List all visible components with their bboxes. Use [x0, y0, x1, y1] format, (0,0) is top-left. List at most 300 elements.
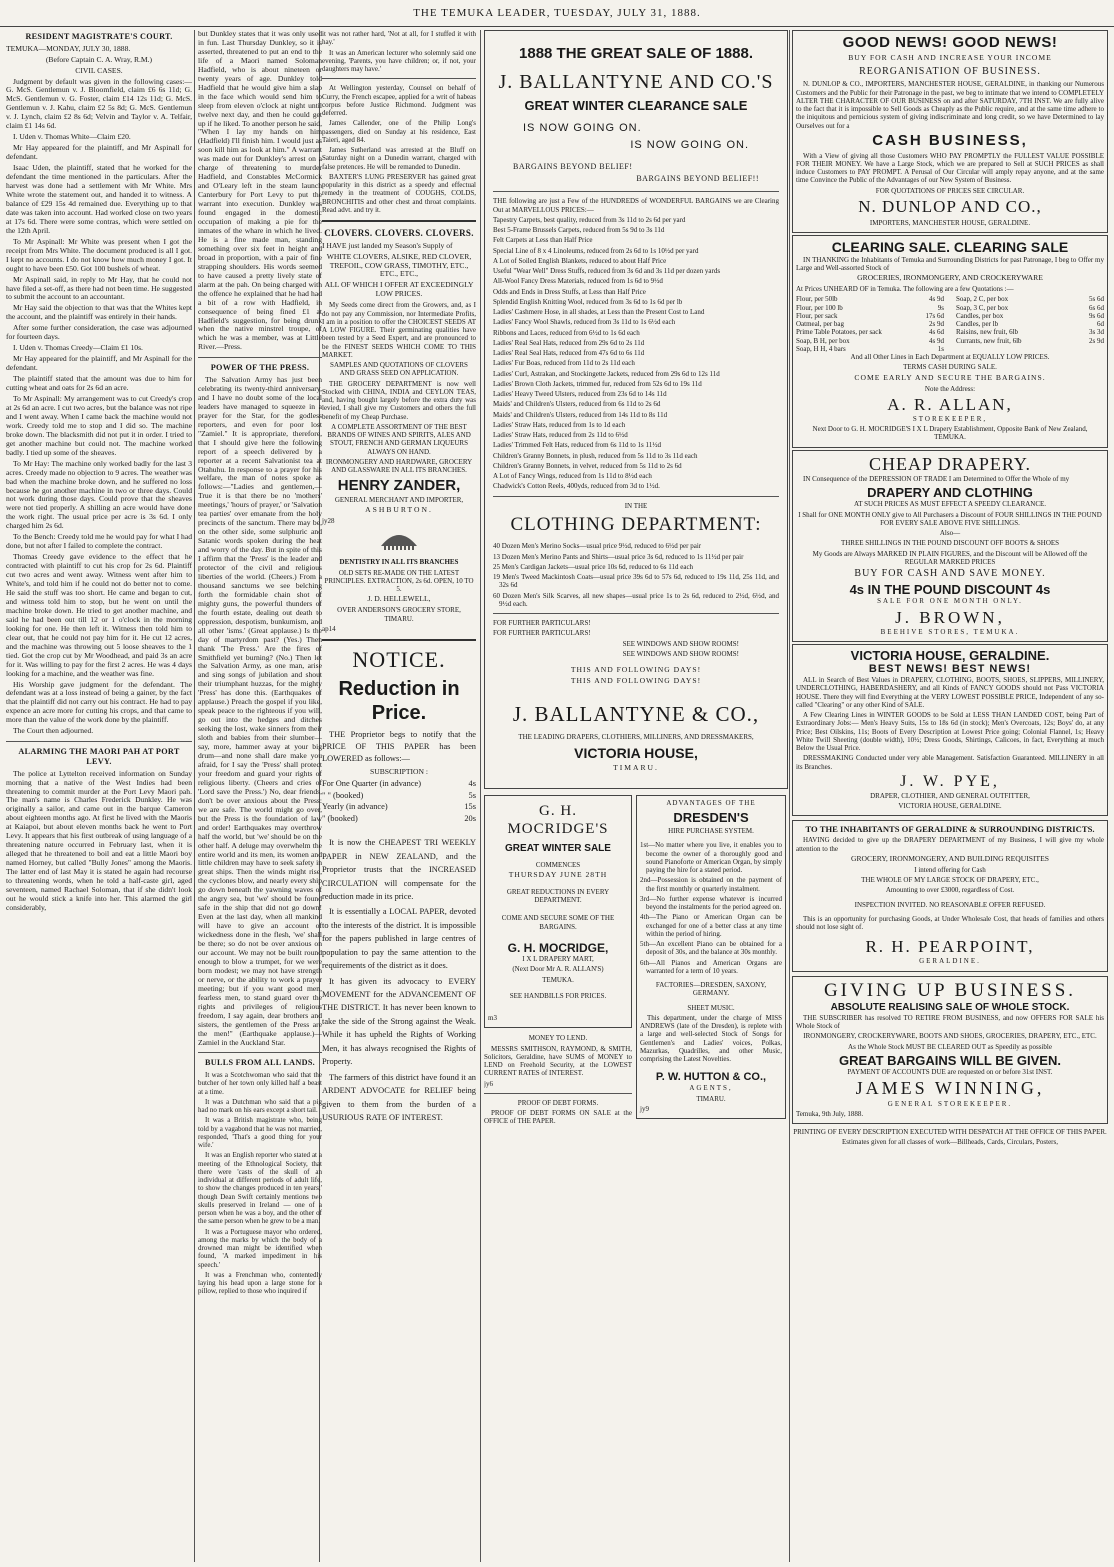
note-address: Note the Address:	[924, 384, 976, 393]
price-item: Soap, 2 C, per box	[956, 295, 1009, 304]
bulls-item: It was a British magistrate who, being told by a vagabond that he was not married, responded, 'That's a good thing for your wife.'	[198, 1116, 322, 1150]
proof-body: PROOF OF DEBT FORMS ON SALE at the OFFICE of THE PAPER.	[484, 1109, 632, 1126]
cash-body: With a View of giving all those Customers WHO PAY PROMPTLY the FULLEST VALUE POSSIBLE FOR THEIR MONEY. We have a Large Stock, which we are prepared to Sell at SUCH PRICES as shall induce Customers to PAY PROMPT. A Perusal of Our Circular will amply repay anyone, and at the same time Convince the Public of the Advantages of our New System of Business.	[796, 151, 1104, 185]
bargains-line: BARGAINS BEYOND BELIEF!	[513, 161, 633, 171]
advocacy-paragraph: It has given its advocacy to EVERY MOVEMENT for the ADVANCEMENT OF THE DISTRICT. It has never been known to take the side of the Strong against the Weak. While it has upheld the Rights of Working Men, it has always recognised the Rights of Property.	[322, 976, 476, 1067]
news-item: At Wellington yesterday, Counsel on behalf of Curry, the French escapee, applied for a writ of habeas corpus before Justice Richmond. Judgment was deferred.	[322, 84, 476, 117]
price-item: Flour, per 50lb	[796, 295, 838, 304]
pearpoint-opportunity: This is an opportunity for purchasing Goods, at Under Wholesale Cost, that heads of families and others should not lose sight of.	[796, 914, 1104, 932]
allan-address: Next Door to G. H. MOCRIDGE'S I X L Drapery Establishment, Opposite Bank of New Zealand, TEMUKA.	[812, 425, 1088, 442]
bargain-item: Ladies' Real Seal Hats, reduced from 47s 6d to 6s 11d	[493, 349, 645, 358]
windows-line: SEE WINDOWS AND SHOW ROOMS!	[622, 639, 739, 648]
storekeeper-line: STOREKEEPER,	[912, 414, 988, 423]
article-paragraph: Judgment by default was given in the following cases:—G. McS. Gentlemun v. J. Bloomfield, claim £6 6s 11d; G. McS. Gentlemun v. G. Foster, claim £14 12s 11d; G. McS. Gentlemun v. J. Kahu, claim £2 5s 8d; G. McS. Gentlemun v. J. Lynch, claim £2 8s 6d; Velvin and Taylor v. A. Telfair, claim £1 14s 6d.	[6, 76, 192, 131]
masthead: THE TEMUKA LEADER, TUESDAY, JULY 31, 1888.	[0, 0, 1114, 27]
pye-address: VICTORIA HOUSE, GERALDINE.	[898, 802, 1002, 811]
article-paragraph: Mr Hay appeared for the plaintiff, and Mr Aspinall for the defendant.	[6, 354, 192, 373]
mocridge-town: TEMUKA.	[542, 975, 574, 984]
bulls-item: It was a Dutchman who said that a pig had no mark on his ears except a short tail.	[198, 1097, 322, 1115]
subscription-label: For One Quarter (in advance)	[322, 778, 422, 788]
bulls-item: It was a Scotchwoman who said that the butcher of her town only killed half a beast at a time.	[198, 1071, 322, 1096]
bargain-item: Chadwick's Cotton Reels, 400yds, reduced from 3d to 1½d.	[493, 482, 660, 491]
pearpoint-ad	[792, 820, 1108, 971]
winning-date: Temuka, 9th July, 1888.	[796, 1109, 864, 1118]
clearing-sale-heading: CLEARING SALE. CLEARING SALE	[831, 239, 1069, 256]
clothing-heading: CLOTHING DEPARTMENT:	[510, 513, 762, 535]
article-paragraph: Thomas Creedy gave evidence to the effect that he contracted with plaintiff to cut his crop for 2s 6d. Plaintiff cut two acres and went away. Witness went after him to White's, and told him if he could not do better not to come. He said the stuff was too short. He came and began to cut, and witness told him to stop, but he went on until the machine broke down. He tried to get another machine, and said he had been out till 12 or 1 o'clock in the morning looking for one. He then left it. Witness then told him to clear out, that he could not pay him for it. He cut 12 acres, and the machine was throwing out 5 loose sheaves to the 1 tied. Got the crop cut by Mr Woodhead, and paid 3s an acre for it. Was willing to pay for the first 2 acres. He was 4 days looking for a machine, and the weather was fine.	[6, 552, 192, 678]
pearpoint-body: HAVING decided to give up the DRAPERY DEPARTMENT of my Business, I will give my whole attention to the	[796, 836, 1104, 853]
bargain-item: Best 5-Frame Brussels Carpets, reduced from 5s 9d to 3s 11d	[493, 226, 665, 235]
price-item: Flour, per 100 lb	[796, 303, 843, 312]
allan-intro: IN THANKING the Inhabitants of Temuka and Surrounding Districts for past Patronage, I beg to Offer my Large and Well-assorted Stock of	[796, 255, 1104, 272]
going-on-line: IS NOW GOING ON.	[523, 121, 642, 134]
price-row	[796, 337, 944, 345]
clovers-intro: I HAVE just landed my Season's Supply of	[322, 240, 453, 250]
news-item: BAXTER'S LUNG PRESERVER has gained great popularity in this district as a speedy and effectual remedy in the treatment of COUGHS, COLDS, BRONCHITIS and other chest and throat complaints. Read advt. and try it.	[322, 172, 476, 214]
dresden-list	[640, 841, 782, 975]
divider	[493, 613, 779, 614]
column-rule	[194, 30, 195, 1562]
pearpoint-intend: I intend offering for Cash	[914, 865, 986, 874]
mocridge-mart: I X L DRAPERY MART,	[522, 955, 594, 963]
price-row	[796, 312, 944, 320]
zander-sub: GENERAL MERCHANT AND IMPORTER,	[334, 496, 464, 505]
mocridge-commences: COMMENCES	[535, 860, 581, 869]
bargain-item: Ladies' Trimmed Felt Hats, reduced from 6s 11d to 1s 11½d	[493, 441, 661, 450]
subscription-price: 20s	[464, 814, 476, 824]
price-item: Candles, per box	[956, 311, 1004, 320]
subscription-price: 5s	[468, 790, 476, 800]
article-paragraph: Mr Hay said the objection to that was that the Whites kept the account, and the plaintiff was entirely in their hands.	[6, 303, 192, 322]
clothing-item: 60 Dozen Men's Silk Scarves, all new shapes—usual price 1s to 2s 6d, reduced to 2½d, 6½d, and 9½d each.	[493, 591, 779, 608]
bargain-item: Tapestry Carpets, best quality, reduced from 3s 11d to 2s 6d per yard	[493, 215, 686, 224]
inhabitants-heading: TO THE INHABITANTS OF GERALDINE & SURROUNDING DISTRICTS.	[805, 824, 1095, 835]
bargain-item: A Lot of Fancy Wings, reduced from 1s 11d to 8½d each	[493, 472, 652, 481]
pye-body: A Few Clearing Lines in WINTER GOODS to be Sold at LESS THAN LANDED COST, being Part of Extraordinary Jobs:— Men's Heavy Suits, 15s to 18s 6d (in stock); Men's Overcoats, 12s; Boys' do, at any Price; Best Oilskins, 11s; Boots of Every Description at Lowest Price going; Colonial Flannel, 1s; Heavy White Twill Sheeting (double width), 10½; Dress Goods, Shirtings, Calicoes, in fact, Everything at much Below the Usual Price.	[796, 711, 1104, 753]
reorganisation-heading: REORGANISATION OF BUSINESS.	[859, 65, 1041, 77]
great-sale-heading: 1888 THE GREAT SALE OF 1888.	[519, 45, 753, 62]
bargain-item: Odds and Ends in Dress Stuffs, at Less than Half Price	[493, 287, 646, 296]
article-paragraph: it was not rather hard, 'Not at all, for I stuffed it with hay.'	[322, 30, 476, 47]
clothing-list	[493, 542, 779, 608]
hutton-name: P. W. HUTTON & CO.,	[655, 1071, 767, 1084]
come-early-line: COME EARLY AND SECURE THE BARGAINS.	[854, 372, 1046, 382]
column-court	[6, 30, 192, 1560]
bargain-item: Ladies' Cashmere Hose, in all shades, at Less than the Present Cost to Land	[493, 308, 705, 317]
cheapest-paragraph: It is now the CHEAPEST TRI WEEKLY PAPER in NEW ZEALAND, and the Proprietor trusts that the INCREASED CIRCULATION will compensate for the reduction made in its price.	[322, 838, 476, 901]
brown-body: AT SUCH PRICES AS MUST EFFECT A SPEEDY CLEARANCE.	[853, 500, 1047, 509]
price-item: Currants, new fruit, 6lb	[956, 336, 1022, 345]
court-date: TEMUKA—MONDAY, JULY 30, 1888.	[6, 43, 131, 53]
price-row	[796, 304, 944, 312]
column-rule	[789, 30, 790, 1562]
subscription-label: " " (booked)	[322, 790, 364, 800]
pearpoint-town: GERALDINE.	[919, 957, 981, 966]
price-item: Oatmeal, per bag	[796, 320, 845, 329]
mocridge-sale: GREAT WINTER SALE	[505, 842, 611, 854]
article-paragraph: The police at Lyttelton received information on Sunday morning that a native of the West Indies had been threatening to commit murder at the Port Levy Maori pah. The man's name is Charles Frederick Dunkley. He was originally a sailor, and came out in the barque Cameron about eighteen months ago. At first he lived with the Maoris at Kaiapoi, but about eleven months back he went to Port Levy. It appears that his first outbreak of using language of a threatening nature occurred in February last, when it is alleged that he threatened to boil and eat a little Maori boy named Horney, but called "Bully Jones" among the Maoris. The latter end of last May it is stated he again had recourse to threatening words, when he told a half-caste girl, aged seventeen, named Rachael Soloman, that if she didn't look out he would stick a knife into her. This alarmed the girl considerably,	[6, 768, 192, 912]
ballantyne-name-footer: J. BALLANTYNE & CO.,	[512, 701, 760, 726]
winning-ad	[792, 976, 1108, 1125]
mocridge-column	[484, 795, 632, 1127]
pearpoint-invite: INSPECTION INVITED. NO REASONABLE OFFER REFUSED.	[854, 900, 1046, 909]
price-value: 4s 6d	[929, 328, 944, 337]
winning-stock: IRONMONGERY, CROCKERYWARE, BOOTS AND SHOES, GROCERIES, DRAPERY, ETC., ETC.	[803, 1032, 1097, 1041]
price-row	[956, 304, 1104, 312]
clothing-item: 13 Dozen Men's Merino Pants and Shirts—usual price 3s 6d, reduced to 1s 11½d per pair	[493, 552, 744, 561]
drapers-line: THE LEADING DRAPERS, CLOTHIERS, MILLINERS, AND DRESSMAKERS,	[518, 732, 754, 741]
pye-body: ALL in Search of Best Values in DRAPERY, CLOTHING, BOOTS, SHOES, SLIPPERS, MILLINERY, UNDERCLOTHING, HABERDASHERY, and all Kinds of FANCY GOODS should not Pass VICTORIA HOUSE. There they will find Everything at the VERY LOWEST POSSIBLE PRICE, Independent of any so-called "Clearing" or any other Kind of SALE.	[796, 676, 1104, 709]
price-column	[956, 295, 1104, 353]
reduction-heading: Reduction in Price.	[338, 678, 460, 725]
bargain-item: Ladies' Fur Boas, reduced from 11d to 2s 11d each	[493, 359, 635, 368]
dunlop-sub: IMPORTERS, MANCHESTER HOUSE, GERALDINE.	[869, 218, 1031, 227]
victoria-house: VICTORIA HOUSE,	[574, 745, 698, 761]
also-line: Also—	[939, 529, 961, 538]
column-notices	[322, 30, 476, 1560]
bulls-heading: BULLS FROM ALL LANDS.	[204, 1058, 316, 1068]
article-paragraph: Isaac Uden, the plaintiff, stated that he worked for the defendant the time mentioned in the particulars. After the harvest was done had a settlement with Mr White. Mrs White wrote the statement out, and handed it to witness. A balance of £29 15s 4d remained due. Everything up to that date was taken into account. Had worked close on two years at 17s 6d. There were some contras, which were settled on the 12th April.	[6, 163, 192, 235]
bargain-item: A Lot of Soiled English Blankets, reduced to about Half Price	[493, 256, 667, 265]
price-value: 5s 6d	[1089, 295, 1104, 304]
court-heading: RESIDENT MAGISTRATE'S COURT.	[25, 32, 173, 41]
bargain-item: Ladies' Straw Hats, reduced from 1s to 1d each	[493, 420, 626, 429]
timaru-town: TIMARU.	[613, 762, 659, 772]
money-heading: MONEY TO LEND.	[528, 1034, 588, 1043]
divider	[198, 1052, 322, 1053]
quotations-line: FOR QUOTATIONS OF PRICES SEE CIRCULAR.	[875, 186, 1025, 195]
price-value: 2s 9d	[1089, 336, 1104, 345]
subscription-table	[322, 779, 476, 825]
price-value: 3s 3d	[1089, 328, 1104, 337]
dresden-column	[636, 795, 786, 1127]
dresden-item: 3rd—No further expense whatever is incurred beyond the instalments for the period agreed on.	[640, 894, 782, 912]
issue-code: jy9	[640, 1104, 649, 1113]
article-paragraph: To Mr Aspinall: My arrangement was to cut Creedy's crop at 2s 6d an acre. I cut two acres, but the balance was not ripe and I went away. When I came back the machine would not work. Creedy told me to stop and I did so. The machine broke down. The blacksmith did not put it in order. I tried to get another machine but could not. The machine worked badly. I tied up some of the sheaves.	[6, 393, 192, 457]
dresden-title: DRESDEN'S	[673, 809, 749, 825]
bulls-item: It was a Frenchman who, contentedly laying his head upon a large stone for a pillow, replied to those who inquired if	[198, 1270, 322, 1296]
brown-body: I Shall for ONE MONTH ONLY give to All Purchasers a Discount of FOUR SHILLINGS IN THE POUND FOR EVERY SALE ABOVE FIVE SHILLINGS.	[798, 510, 1102, 527]
farmers-paragraph: The farmers of this district have found it an ARDENT ADVOCATE for RELIEF being given to them from the burden of a USURIOUS RATE OF INTEREST.	[322, 1072, 476, 1122]
following-intro: THE following are just a Few of the HUNDREDS of WONDERFUL BARGAINS we are Clearing Out at MARVELLOUS PRICES:—	[493, 197, 779, 214]
bargain-item: Ladies' Heavy Tweed Ulsters, reduced from 23s 6d to 14s 11d	[493, 390, 667, 399]
power-heading: POWER OF THE PRESS.	[210, 363, 310, 373]
bargain-item: Children's Granny Bonnets, in velvet, reduced from 5s 11d to 2s 6d	[493, 461, 682, 470]
issue-code: ap14	[322, 624, 336, 633]
bargain-item: Children's Granny Bonnets, in plush, reduced from 5s 11d to 3s 11d each	[493, 451, 698, 460]
in-the: IN THE	[624, 501, 648, 510]
subscription-row	[322, 814, 476, 824]
subscription-label: " (booked)	[322, 814, 358, 824]
price-row	[796, 345, 944, 353]
issue-code: jy28	[322, 517, 335, 526]
bargain-item: Special Line of 8 x 4 Linoleums, reduced from 2s 6d to 1s 10½d per yard	[493, 246, 699, 255]
price-row	[956, 295, 1104, 303]
best-news-heading: BEST NEWS! BEST NEWS!	[868, 663, 1032, 676]
ironmongery-line: IRONMONGERY AND HARDWARE, GROCERY AND GLASSWARE IN ALL ITS BRANCHES.	[325, 457, 473, 475]
further-line: FOR FURTHER PARTICULARS!	[493, 619, 591, 628]
brown-body: My Goods are Always MARKED IN PLAIN FIGURES, and the Discount will be Allowed off the REGULAR MARKED PRICES	[812, 549, 1088, 566]
bargains-line: BARGAINS BEYOND BELIEF!!	[636, 173, 759, 183]
mocridge-date: THURSDAY JUNE 28TH	[508, 869, 608, 879]
clothing-item: 25 Men's Cardigan Jackets—usual price 10s 6d, reduced to 6s 11d each	[493, 562, 694, 571]
alarm-heading: ALARMING THE MAORI PAH AT PORT LEVY.	[18, 747, 180, 766]
price-value: 9s 6d	[1089, 311, 1104, 320]
drapery-clothing-heading: DRAPERY AND CLOTHING	[867, 485, 1033, 501]
dunlop-name: N. DUNLOP AND CO.,	[858, 196, 1042, 216]
column-ballantyne	[484, 30, 788, 1560]
price-row	[796, 320, 944, 328]
mocridge-come: COME AND SECURE SOME OF THE BARGAINS.	[501, 914, 615, 931]
bargain-item: Ladies' Fancy Wool Shawls, reduced from 3s 11d to 1s 6½d each	[493, 318, 676, 327]
article-paragraph: His Worship gave judgment for the defendant. The defendant was at a loss instead of being a gainer, by the fact that the plaintiff did not carry out his contract. He had to pay expence an acre more for cutting his crops, and that came to more than the value of the work done by the plaintiff.	[6, 679, 192, 725]
divider	[493, 191, 779, 192]
winning-name: JAMES WINNING,	[855, 1078, 1045, 1099]
mocridge-ad	[484, 795, 632, 1028]
mocridge-title: G. H. MOCRIDGE'S	[507, 803, 609, 838]
ballantyne-ad	[484, 30, 788, 789]
divider	[322, 78, 476, 79]
allan-name: A. R. ALLAN,	[887, 394, 1013, 414]
estimates-line: Estimates given for all classes of work—Billheads, Cards, Circulars, Posters,	[842, 1138, 1058, 1147]
buy-cash-save: BUY FOR CASH AND SAVE MONEY.	[854, 568, 1046, 580]
price-value: 4s 9d	[929, 295, 944, 304]
price-item: Raisins, new fruit, 6lb	[956, 328, 1019, 337]
divider	[484, 1093, 632, 1094]
general-storekeeper: GENERAL STOREKEEPER.	[887, 1099, 1013, 1108]
court-before: (Before Captain C. A. Wray, R.M.)	[45, 54, 153, 64]
price-row	[796, 328, 944, 336]
winning-cleared: As the Whole Stock MUST BE CLEARED OUT as Speedily as possible	[848, 1042, 1052, 1051]
days-line: THIS AND FOLLOWING DAYS!	[570, 665, 702, 675]
article-paragraph: The Salvation Army has just been celebrating its twenty-third anniversary, and I have no doubt some of the local leaders have managed to squeeze in a prayer for the Star, for the godless reporters, and even for poor lost "Zamiel." It is appropriate, therefore, that I should give here the following report of a speech delivered by a reporter at a recent Salvationist tea at Otahuhu. In response to a prayer for his welfare, the man of notes spoke as follows:—"Ladies and gentlemen,—True it is that there be no 'mothers' meetings,' 'hours of prayer,' or 'Salvation tea parties' over emanate from the holy precincts of the sanctum. There may be, on the other side, some sulphuric and Satanic words spoken during the heat and worry of the day. But in spite of this I affirm that the 'Press' is the leader and protector of the civil and religious liberties of the world. (Cheers.) From a thousand sanctums we see belching forth the formidable chain shot of mighty guns, the powerful thunders of the fourth estate, dealing out death to oppression, despotism, bunkumism, and all other 'isms.' (Great applause.) Is the day of martyrdom past? (Yes.) Then thank 'The Press.' Are the fires of Smithfield yet burning? (No.) Then let the Salvation Army, as one man, arise and sing songs of jubilation and shout their triumphant huzzas, for the mighty 'Press' has done this. (Earthquakes of applause.) Preach the gospel if you like, speak peace to the righteous if you will, go out into the hedges and ditches seeking the lost, wake sinners from their sloth and babies from their slumber—say, more, hammer away at your big drum—and none shall dare make you afraid, for I say the 'Press' shall protect your freedom and guard your rights of religious liberty. (Cheers and cries of 'Lord save the Press.') No, dear friends, don't be over anxious about the Press: we are safe. The world might go over, but the Press is the foundation of law and order! Earthquakes may overthrow half the world, but 'we' should be on the other half. A deluge may overwhelm the entire world and its men, its women and little children may have to seek safety in great ships. Then the winds might rise, the cyclones blow, and nearly every ship go down beneath the yawning waves of the angry sea, but 'we' should be found safe in the ship that did not go down! Even at the last day, when all mankind will have to give an account of wickedness done in the flesh, 'we' shall be there; so do not be over anxious on our account. We may not be built round enough to blow a trumpet, for we were born modest; we may not have strength or nerve, or the ability to work a prayer meeting; but if you want good men, fearless men, to stand guard over the rights and privileges of religious freedom, I say again, dear brothers and sisters, the gentlemen of the Press are the men!" (Earthquake applause.)—Zamiel in the Auckland Star.	[198, 374, 322, 1047]
denture-illustration	[322, 528, 476, 555]
price-item: Soap, 3 C, per box	[956, 303, 1009, 312]
windows-line: SEE WINDOWS AND SHOW ROOMS!	[622, 649, 739, 658]
sheet-music-heading: SHEET MUSIC.	[687, 1003, 735, 1012]
news-item: James Sutherland was arrested at the Bluff on Saturday night on a Dunedin warrant, charged with false pretences. He will be remanded to Dunedin.	[322, 146, 476, 171]
bargain-item: Ladies' Curl, Astrakan, and Stockingette Jackets, reduced from 29s 6d to 12s 11d	[493, 369, 720, 378]
pye-ad	[792, 644, 1108, 816]
wines-paragraph: A COMPLETE ASSORTMENT OF THE BEST BRANDS OF WINES AND SPIRITS, ALES AND STOUT, FRENCH AND GERMAN LIQUEURS ALWAYS ON HAND.	[327, 422, 471, 456]
denture-icon	[379, 528, 419, 552]
prices-note: At Prices UNHEARD OF in Temuka. The following are a few Quotations :—	[796, 285, 1014, 294]
column-press	[198, 30, 322, 1560]
article-paragraph: To the Bench: Creedy told me he would pay for what I had done, but not after I failed to complete the contract.	[6, 532, 192, 551]
article-paragraph: but Dunkley states that it was only used in fun. Last Thursday Dunkley, so it is asserted, threatened to put an end to the life of a Maori named Soloman Hadfield, who is about nineteen or twenty years of age. Dunkley told Hadfield that he would give him a slap in the face which would send him to sleep from eleven o'clock at night until twelve next day, and then he could get up if he liked. To another person he said, "When I lay my hands on him (Hadfield) I'll finish him. I would just as soon kill him as look at him." A warrant was made out for Dunkley's arrest on a charge of threatening to murder Hadfield, and Constables McCormick and O'Leary left in the steam launch Canterbury for Port Levy to put the warrant into execution. Dunkley was found engaged in the domestic occupation of making a pie for the inmates of the whare in which he lived. He is a fine made man, standing something over six feet in height and broad in proportion, with a pair of fine strapping shoulders. His words seemed to have caused a pretty lively state of alarm at the pah. On being charged with the offence he explained that he had had a bit of a row with Hadfield, in consequence of being fined £1 at Hadfield's suggestion, for being drunk when the native minstrel troupe, of which he was a member, was at Little River.—Press.	[198, 30, 322, 352]
subscription-heading: SUBSCRIPTION :	[369, 766, 429, 776]
price-value: 17s 6d	[925, 311, 944, 320]
days-line: THIS AND FOLLOWING DAYS!	[570, 676, 702, 686]
printing-notice: PRINTING OF EVERY DESCRIPTION EXECUTED WITH DESPATCH AT THE OFFICE OF THIS PAPER.	[793, 1128, 1107, 1137]
price-item: Flour, per sack	[796, 311, 838, 320]
bargain-list	[493, 216, 779, 491]
hellewell-address: OVER ANDERSON'S GROCERY STORE, TIMARU.	[337, 606, 461, 623]
pearpoint-amount: Amounting to over £3000, regardless of Cost.	[885, 886, 1015, 895]
price-row	[956, 312, 1104, 320]
article-paragraph: The Court then adjourned.	[13, 726, 94, 736]
dresden-item: 1st—No matter where you live, it enables you to become the owner of a thoroughly good and sound Pianoforte or American Organ, by simply paying the hire for a stated period.	[640, 841, 782, 875]
price-item: Soap, B H, per box	[796, 336, 850, 345]
bargain-item: Ladies' Brown Cloth Jackets, trimmed fur, reduced from 52s 6d to 19s 11d	[493, 379, 702, 388]
dresden-item: 6th—All Pianos and American Organs are warranted for a term of 10 years.	[640, 958, 782, 975]
bargain-item: Ladies' Real Seal Hats, reduced from 29s 6d to 2s 11d	[493, 338, 645, 347]
bargain-item: Splendid English Knitting Wool, reduced from 3s 6d to 1s 6d per lb	[493, 297, 683, 306]
proprietor-notice: THE Proprietor begs to notify that the PRICE OF THIS PAPER has been LOWERED as follows:—	[322, 730, 476, 764]
bargain-item: Maids' and Children's Ulsters, reduced from 14s 11d to 8s 11d	[493, 410, 668, 419]
other-lines: And all Other Lines in Each Department at EQUALLY LOW PRICES.	[850, 353, 1050, 362]
price-value: 1s	[937, 344, 944, 353]
dresden-item: 2nd—Possession is obtained on the payment of the first monthly or quarterly instalment.	[640, 876, 782, 893]
price-row	[956, 320, 1104, 328]
article-paragraph: Mr Aspinall said, in reply to Mr Hay, that he could not have filed a set-off, as there had not been time. He suggested to submit the account to an accountant.	[6, 274, 192, 302]
good-news-heading: GOOD NEWS! GOOD NEWS!	[842, 34, 1058, 51]
news-item: James Callender, one of the Philip Long's passengers, died on Sunday at his residence, East Taieri, aged 84.	[322, 119, 476, 144]
payment-line: PAYMENT OF ACCOUNTS DUE are requested on or before 31st INST.	[847, 1068, 1053, 1077]
hutton-agents: AGENTS,	[689, 1084, 733, 1093]
hellewell-name: J. D. HELLEWELL,	[367, 594, 431, 604]
mocridge-next: (Next Door Mr A. R. ALLAN'S)	[512, 965, 604, 974]
brown-ad	[792, 450, 1108, 642]
dresden-item: 5th—An excellent Piano can be obtained for a deposit of 30s, and the balance at 30s monthly.	[640, 940, 782, 957]
price-item: Prime Table Potatoes, per sack	[796, 328, 882, 337]
divider	[198, 357, 322, 358]
dentistry-heading: DENTISTRY IN ALL ITS BRANCHES	[339, 558, 459, 567]
price-row	[956, 337, 1104, 345]
article-paragraph: After some further consideration, the case was adjourned for fourteen days.	[6, 323, 192, 342]
issue-code: jy6	[484, 1079, 493, 1088]
pye-sub: DRAPER, CLOTHIER, AND GENERAL OUTFITTER,	[870, 791, 1030, 800]
price-row	[956, 328, 1104, 336]
column-rule	[480, 30, 481, 1562]
divider	[493, 496, 779, 497]
hutton-town: TIMARU.	[696, 1094, 726, 1103]
column-advertisements	[792, 30, 1108, 1560]
cash-business-heading: CASH BUSINESS,	[872, 131, 1028, 149]
clovers-heading: CLOVERS. CLOVERS. CLOVERS.	[324, 228, 474, 238]
bargain-item: Maids' and Children's Ulsters, reduced from 6s 11d to 2s 6d	[493, 400, 661, 409]
subscription-label: Yearly (in advance)	[322, 802, 388, 812]
pearpoint-name: R. H. PEARPOINT,	[865, 937, 1035, 957]
clearance-heading: GREAT WINTER CLEARANCE SALE	[524, 98, 748, 114]
price-row	[796, 295, 944, 303]
winning-body: THE SUBSCRIBER has resolved TO RETIRE FROM BUSINESS, and now OFFERS FOR SALE his Whole Stock of	[796, 1013, 1104, 1031]
absolute-heading: ABSOLUTE REALISING SALE OF WHOLE STOCK.	[830, 1002, 1070, 1014]
subscription-price: 15s	[464, 802, 476, 812]
samples-line: SAMPLES AND QUOTATIONS OF CLOVERS AND GRASS SEED ON APPLICATION.	[330, 361, 468, 378]
price-column	[796, 295, 944, 353]
pye-body: DRESSMAKING Conducted under very able Management. Satisfaction Guaranteed. MILLINERY in all its Branches.	[796, 754, 1104, 771]
divider	[322, 639, 476, 641]
bulls-item: It was an English reporter who stated at a meeting of the Ethnological Society, that there were 'casts of the skull of an individual at different periods of adult life, to show the changes produced in ten years;' though Dean Swift certainly mentions two skulls preserved in Ireland — one of a person when he was a boy, and the other of the same person when he grew to be a man.	[198, 1151, 322, 1226]
seeds-paragraph: My Seeds come direct from the Growers, and, as I do not pay any Commission, nor Intermediate Profits, I am in a position to offer the CHOICEST SEEDS AT A LOW FIGURE. Their germinating qualities have been tested by a Seed Expert, and are pronounced to be the FINEST SEEDS WHICH COME TO THIS MARKET.	[322, 301, 476, 359]
money-body: MESSRS SMITHSON, RAYMOND, & SMITH, Solicitors, Geraldine, have SUMS of MONEY to LEND on Freehold Security, at the LOWEST CURRENT RATES of INTEREST.	[484, 1044, 632, 1078]
article-paragraph: I. Uden v. Thomas White—Claim £20.	[13, 132, 131, 142]
pearpoint-stock: THE WHOLE OF MY LARGE STOCK OF DRAPERY, ETC.,	[861, 876, 1039, 885]
going-on-line: IS NOW GOING ON.	[630, 138, 749, 151]
zander-town: ASHBURTON.	[365, 505, 433, 515]
zander-name: HENRY ZANDER,	[337, 477, 461, 495]
beehive-line: BEEHIVE STORES, TEMUKA.	[880, 627, 1020, 636]
ballantyne-name: J. BALLANTYNE AND CO.'S	[498, 70, 774, 93]
article-paragraph: The plaintiff stated that the amount was due to him for cutting wheat and oats for 2s 6d an acre.	[6, 374, 192, 393]
price-value: 9s	[937, 303, 944, 312]
dentistry-body: OLD SETS RE-MADE ON THE LATEST PRINCIPLES. EXTRACTION, 2s 6d. OPEN, 10 TO 5.	[324, 568, 474, 594]
lower-ads	[484, 795, 788, 1127]
brown-name: J. BROWN,	[895, 607, 1005, 627]
buy-cash-line: BUY FOR CASH AND INCREASE YOUR INCOME	[848, 52, 1052, 62]
brown-intro: IN Consequence of the DEPRESSION OF TRADE I am Determined to Offer the Whole of my	[803, 474, 1070, 483]
civil-cases-heading: CIVIL CASES.	[75, 65, 123, 75]
mocridge-name: G. H. MOCRIDGE,	[507, 940, 609, 955]
clovers-list: WHITE CLOVERS, ALSIKE, RED CLOVER, TREFOIL, COW GRASS, TIMOTHY, ETC., ETC., ETC.,	[326, 251, 472, 279]
dresden-item: 4th—The Piano or American Organ can be exchanged for one of a better class at any time within the period of hiring.	[640, 913, 782, 938]
subscription-row	[322, 779, 476, 789]
groceries-line: GROCERIES, IRONMONGERY, AND CROCKERYWARE	[857, 273, 1043, 283]
subscription-row	[322, 791, 476, 801]
great-bargains-heading: GREAT BARGAINS WILL BE GIVEN.	[839, 1052, 1061, 1068]
one-month-line: SALE FOR ONE MONTH ONLY.	[877, 597, 1023, 606]
victoria-geraldine-heading: VICTORIA HOUSE, GERALDINE.	[850, 647, 1050, 663]
dresden-ad	[636, 795, 786, 1119]
bargain-item: All-Wool Fancy Dress Materials, reduced from 1s 6d to 9½d	[493, 277, 663, 286]
price-value: 6d	[1097, 320, 1104, 329]
further-line: FOR FURTHER PARTICULARS!	[493, 629, 591, 638]
price-item: Candles, per lb	[956, 320, 999, 329]
price-table	[796, 295, 1104, 353]
terms-line: TERMS CASH DURING SALE.	[903, 363, 997, 372]
article-paragraph: To Mr Hay: The machine only worked badly for the last 3 acres. Creedy made no objection to 9 acres. The weather was bad when the machine broke down, and he suffered no loss because he got another machine in two or three days. Could not work during those days. Could prove that the sheaves were not tied properly. A shilling an acre would have done the work right. The usual price per acre is 3s 6d. I only charged him 2s 6d.	[6, 458, 192, 531]
bargain-item: Ribbons and Laces, reduced from 6½d to 1s 6d each	[493, 328, 640, 337]
pearpoint-groceries: GROCERY, IRONMONGERY, AND BUILDING REQUISITES	[850, 853, 1049, 863]
bargain-item: Felt Carpets at Less than Half Price	[493, 236, 593, 245]
dresden-factories: FACTORIES—DRESDEN, SAXONY, GERMANY.	[655, 981, 767, 998]
notice-heading: NOTICE.	[352, 647, 446, 673]
pye-name: J. W. PYE,	[900, 772, 1000, 790]
clothing-item: 40 Dozen Men's Merino Socks—usual price 9½d, reduced to 6½d per pair	[493, 542, 702, 551]
price-value: 2s 9d	[929, 320, 944, 329]
mocridge-reductions: GREAT REDUCTIONS IN EVERY DEPARTMENT.	[506, 887, 610, 905]
grocery-paragraph: THE GROCERY DEPARTMENT is now well Stocked with CHINA, INDIA and CEYLON TEAS, and, having bought largely before the extra duty was levied, I shall give my Customers and others the full benefit of my Cheap Purchase.	[322, 379, 476, 421]
cheap-drapery-heading: CHEAP DRAPERY.	[868, 453, 1032, 474]
dresden-advantages: ADVANTAGES OF THE	[666, 799, 756, 808]
dunlop-ad	[792, 30, 1108, 233]
sheet-music-body: This department, under the charge of MISS ANDREWS (late of the Dresden), is replete with a large and well-selected Stock of Songs for Gentlemen's and Ladies' voices, Polkas, Mazurkas, Quadrilles, and other Music, comprising the Latest Novelties.	[640, 1013, 782, 1064]
divider	[6, 741, 192, 742]
price-value: 4s 9d	[929, 336, 944, 345]
mocridge-handbills: SEE HANDBILLS FOR PRICES.	[509, 991, 607, 1000]
price-item: Soap, H H, 4 bars	[796, 344, 846, 353]
allan-ad	[792, 235, 1108, 447]
subscription-price: 4s	[468, 778, 476, 788]
subscription-row	[322, 802, 476, 812]
clovers-offer: ALL OF WHICH I OFFER AT EXCEEDINGLY LOW PRICES.	[324, 280, 474, 299]
discount-heading: 4s IN THE POUND DISCOUNT 4s	[849, 582, 1051, 597]
giving-up-heading: GIVING UP BUSINESS.	[823, 979, 1077, 1001]
article-paragraph: I. Uden v. Thomas Creedy—Claim £1 10s.	[13, 343, 143, 353]
proof-heading: PROOF OF DEBT FORMS.	[517, 1098, 599, 1107]
brown-body: THREE SHILLINGS IN THE POUND DISCOUNT OFF BOOTS & SHOES	[840, 539, 1060, 548]
article-paragraph: To Mr Aspinall: Mr White was present when I got the receipt from Mrs White. The document produced is all I got. I kept no accounts. I do not know how much money I got. It ought to have been £50. Got 100 bushels of wheat.	[6, 236, 192, 273]
divider	[322, 220, 476, 222]
article-paragraph: It was an American lecturer who solemnly said one evening, 'Parents, you have children; or, if not, your daughters may have.'	[322, 48, 476, 73]
article-paragraph: Mr Hay appeared for the plaintiff, and Mr Aspinall for defendant.	[6, 143, 192, 162]
clothing-item: 19 Men's Tweed Mackintosh Coats—usual price 39s 6d to 57s 6d, reduced to 19s 11d, 25s 11d, and 32s 6d	[493, 573, 779, 590]
dunlop-body: N. DUNLOP & CO., IMPORTERS, MANCHESTER HOUSE, GERALDINE, in thanking our Numerous Customers and the Public for their Patronage in the past, we beg to intimate that we intend to COMPLETELY ALTER THE CHARACTER OF OUR BUSINESS on and after SATURDAY, 7TH INST. We are fully alive to the fact that it is impossible to Sell Goods as Cheaply as the Public require, and at the same time adhere to the iniquitous and pernicious system of giving indiscriminate and long credit, so we have Determined to lay Ourselves out for a	[796, 80, 1104, 130]
dresden-sub: HIRE PURCHASE SYSTEM.	[668, 827, 754, 836]
bargain-item: Ladies' Straw Hats, reduced from 2s 11d to 6½d	[493, 431, 628, 440]
price-value: 6s 6d	[1089, 303, 1104, 312]
